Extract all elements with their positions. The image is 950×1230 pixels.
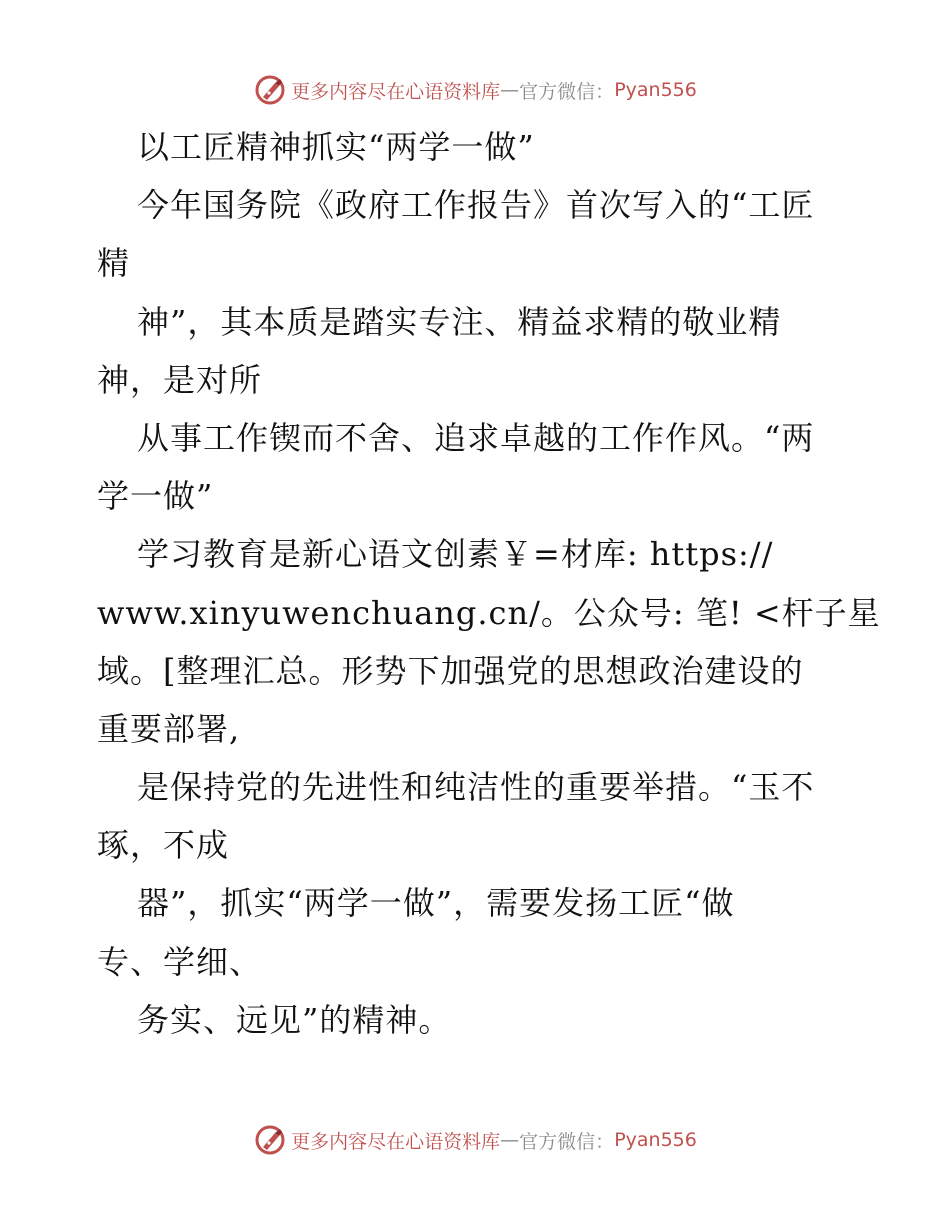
watermark-banner	[253, 1123, 697, 1157]
document-line: 神，是对所	[97, 360, 263, 399]
watermark-separator: —	[500, 79, 520, 101]
watermark-wechat-label: 官方微信：	[519, 1130, 615, 1153]
document-body	[97, 118, 881, 1049]
watermark-wechat-account: Pyan556	[614, 1129, 697, 1151]
watermark-site-text: 更多内容尽在心语资料库	[291, 1130, 501, 1153]
document-line: 神”，其本质是踏实专注、精益求精的敬业精	[137, 302, 782, 341]
watermark-wechat-account: Pyan556	[614, 79, 697, 101]
watermark-wechat-label: 官方微信：	[519, 80, 615, 103]
document-line: www.xinyuwenchuang.cn/。公众号: 笔! <杆子星	[97, 593, 881, 632]
document-line: 务实、远见”的精神。	[137, 1000, 452, 1039]
pen-nib-circle-icon	[253, 73, 287, 107]
document-line: 以工匠精神抓实“两学一做”	[137, 128, 535, 166]
watermark-site-text: 更多内容尽在心语资料库	[291, 80, 501, 103]
document-line: 器”，抓实“两学一做”，需要发扬工匠“做	[137, 884, 735, 923]
document-line: 精	[97, 244, 131, 283]
document-line: 是保持党的先进性和纯洁性的重要举措。“玉不	[137, 768, 815, 807]
document-line: 今年国务院《政府工作报告》首次写入的“工匠	[137, 186, 815, 225]
document-line: 学一做”	[97, 477, 214, 516]
pen-nib-circle-icon	[253, 1123, 287, 1157]
document-line: 域。[整理汇总。形势下加强党的思想政治建设的	[97, 651, 804, 690]
header-watermark	[0, 70, 950, 110]
document-line: 重要部署,	[97, 709, 241, 748]
watermark-separator: —	[500, 1129, 520, 1151]
footer-watermark	[0, 1120, 950, 1160]
document-line: 专、学细、	[97, 942, 263, 981]
document-line: 学习教育是新心语文创素￥=材库: https://	[137, 535, 774, 574]
document-line: 琢，不成	[97, 826, 230, 865]
watermark-banner	[253, 73, 697, 107]
document-line: 从事工作锲而不舍、追求卓越的工作作风。“两	[137, 418, 815, 457]
